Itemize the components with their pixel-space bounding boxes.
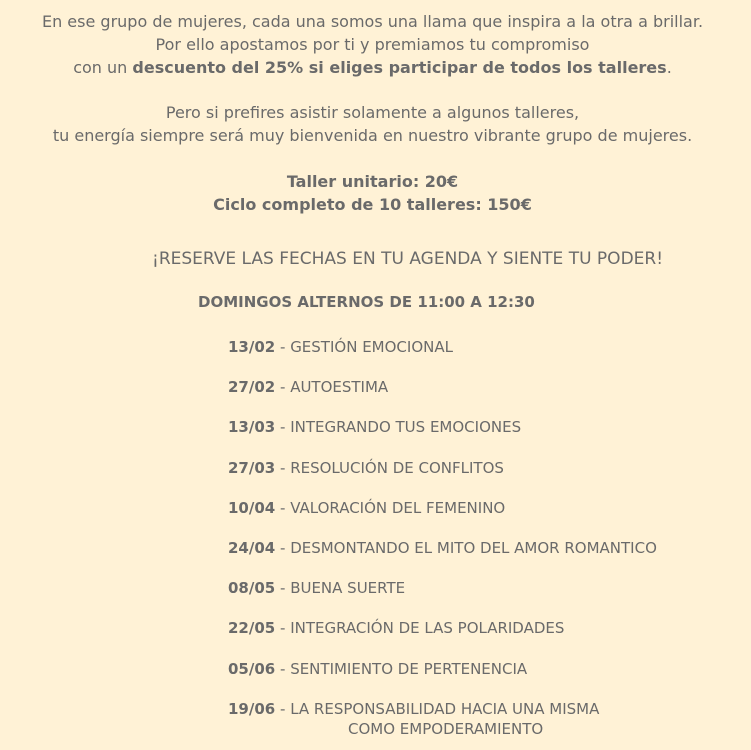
session-title: SENTIMIENTO DE PERTENENCIA bbox=[290, 659, 528, 678]
session-item bbox=[228, 538, 657, 578]
session-title: DESMONTANDO EL MITO DEL AMOR ROMANTICO bbox=[290, 538, 657, 557]
session-title: RESOLUCIÓN DE CONFLITOS bbox=[290, 458, 504, 477]
intro-line-3 bbox=[0, 56, 745, 79]
session-date: 08/05 bbox=[228, 579, 276, 598]
session-date: 13/02 bbox=[228, 338, 276, 356]
session-item bbox=[228, 377, 657, 417]
session-date: 19/06 bbox=[228, 699, 276, 718]
session-separator: - bbox=[275, 538, 291, 557]
reserve-heading: ¡RESERVE LAS FECHAS EN TU AGENDA Y SIENTE TU PODER! bbox=[152, 249, 664, 269]
intro-line-3-pre: con un bbox=[73, 58, 133, 77]
session-date: 27/03 bbox=[228, 458, 276, 477]
session-item bbox=[228, 458, 657, 498]
session-title: VALORACIÓN DEL FEMENINO bbox=[290, 498, 506, 517]
session-item bbox=[228, 699, 657, 739]
pricing bbox=[0, 170, 745, 216]
intro-line-2: Por ello apostamos por ti y premiamos tu compromiso bbox=[155, 35, 590, 54]
session-list bbox=[228, 337, 657, 739]
paragraph-gap bbox=[0, 79, 745, 101]
session-item bbox=[228, 337, 657, 377]
session-separator: - bbox=[275, 378, 291, 397]
session-date: 10/04 bbox=[228, 498, 276, 517]
session-date: 24/04 bbox=[228, 538, 276, 557]
intro-line-4: Pero si prefires asistir solamente a algunos talleres, bbox=[165, 103, 580, 122]
session-date: 05/06 bbox=[228, 659, 276, 678]
session-title: BUENA SUERTE bbox=[290, 579, 406, 598]
session-title: INTEGRANDO TUS EMOCIONES bbox=[290, 418, 522, 437]
intro-line-5: tu energía siempre será muy bienvenida en nuestro vibrante grupo de mujeres. bbox=[52, 126, 693, 145]
session-separator: - bbox=[275, 338, 291, 356]
session-title: GESTIÓN EMOCIONAL bbox=[290, 338, 453, 356]
session-item bbox=[228, 659, 657, 699]
price-single: Taller unitario: 20€ bbox=[286, 172, 459, 191]
schedule-heading: DOMINGOS ALTERNOS DE 11:00 A 12:30 bbox=[198, 293, 535, 311]
intro-line-1: En ese grupo de mujeres, cada una somos una llama que inspira a la otra a brillar. bbox=[41, 12, 704, 31]
price-full-cycle: Ciclo completo de 10 talleres: 150€ bbox=[213, 195, 532, 214]
session-separator: - bbox=[275, 619, 291, 638]
session-item bbox=[228, 417, 657, 457]
session-title: INTEGRACIÓN DE LAS POLARIDADES bbox=[290, 619, 565, 638]
session-separator: - bbox=[275, 579, 291, 598]
session-separator: - bbox=[275, 498, 291, 517]
session-title: LA RESPONSABILIDAD HACIA UNA MISMA bbox=[290, 699, 600, 718]
session-item bbox=[228, 578, 657, 618]
session-date: 13/03 bbox=[228, 418, 276, 437]
discount-highlight: descuento del 25% si eliges participar de todos los talleres bbox=[132, 58, 667, 77]
session-title: AUTOESTIMA bbox=[290, 378, 389, 397]
session-date: 22/05 bbox=[228, 619, 276, 638]
session-date: 27/02 bbox=[228, 378, 276, 397]
session-separator: - bbox=[275, 458, 291, 477]
session-item bbox=[228, 618, 657, 658]
intro-line-3-post: . bbox=[666, 58, 672, 77]
session-separator: - bbox=[275, 418, 291, 437]
intro-text bbox=[0, 10, 745, 147]
session-separator: - bbox=[275, 659, 291, 678]
session-item bbox=[228, 498, 657, 538]
session-title-continued: COMO EMPODERAMIENTO bbox=[348, 719, 544, 738]
session-separator: - bbox=[275, 699, 291, 718]
